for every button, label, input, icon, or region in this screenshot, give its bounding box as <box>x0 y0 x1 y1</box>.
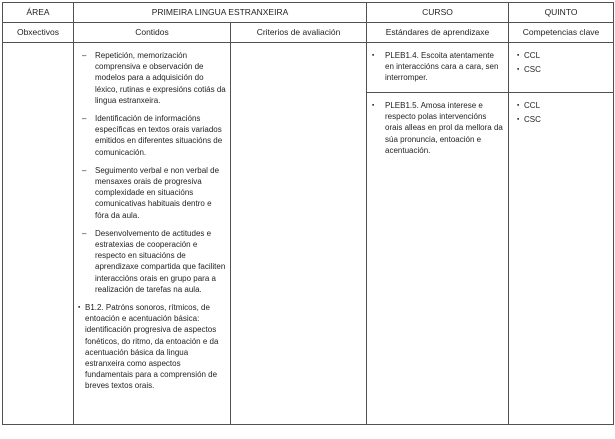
column-header-obxectivos: Obxectivos <box>3 23 74 43</box>
contidos-item <box>82 165 226 221</box>
competencia-item <box>517 114 609 125</box>
competencia-item-text: CSC <box>524 65 541 75</box>
contidos-item-text: Identificación de informacións específicas en textos orais variados emitidos en diferentes situacións de comunicación. <box>95 114 223 157</box>
dash-bullet-icon: – <box>82 51 87 60</box>
header-curso-value: QUINTO <box>509 3 614 23</box>
dash-bullet-icon: – <box>82 114 87 124</box>
contidos-cell <box>74 43 231 425</box>
contidos-list <box>78 50 226 392</box>
competencia-item <box>517 64 609 75</box>
estandar-item <box>372 50 503 84</box>
square-bullet-icon: ▪ <box>372 102 375 109</box>
dash-bullet-icon: – <box>82 228 87 238</box>
estandar-cell-pleb1-5 <box>367 93 509 425</box>
competencias-cell-pleb1-5 <box>509 93 614 425</box>
square-bullet-icon: ▪ <box>517 52 520 59</box>
square-bullet-icon: ▪ <box>517 102 520 109</box>
header-row-area <box>3 3 614 23</box>
column-header-estandares: Estándares de aprendizaxe <box>367 23 509 43</box>
contidos-item <box>78 302 226 392</box>
contidos-item <box>82 113 226 158</box>
header-row-columns <box>3 23 614 43</box>
square-bullet-icon: ▪ <box>372 52 375 59</box>
contidos-item <box>82 50 226 106</box>
competencia-item-text: CSC <box>524 115 541 125</box>
column-header-contidos: Contidos <box>74 23 231 43</box>
estandar-item <box>372 100 503 156</box>
contidos-item-text: Desenvolvemento de actitudes e estratexias de cooperación e respecto en situacións de aprendizaxe compartida que faciliten interaccións orais en grupo para a realización de tarefas na aula. <box>95 228 226 294</box>
column-header-competencias: Competencias clave <box>509 23 614 43</box>
estandar-text: PLEB1.4. Escoita atentamente en interaccións cara a cara, sen interromper. <box>385 51 499 83</box>
estandar-text: PLEB1.5. Amosa interese e respecto polas intervencións orais alleas en prol da mellora da súa pronuncia, entoación e acentuación. <box>385 101 503 155</box>
contidos-item <box>82 228 226 295</box>
competencia-item <box>517 100 609 111</box>
header-curso-label: CURSO <box>367 3 509 23</box>
competencias-list <box>517 50 609 75</box>
estandar-cell-pleb1-4 <box>367 43 509 93</box>
competencias-cell-pleb1-4 <box>509 43 614 93</box>
header-area-value: PRIMEIRA LINGUA ESTRANXEIRA <box>74 3 367 23</box>
contidos-item-text: Repetición, memorización comprensiva e observación de modelos para a adquisición do léxico, rutinas e expresións cotiás da lingua estranxeira. <box>95 51 226 105</box>
table-row <box>3 43 614 93</box>
square-bullet-icon: ▪ <box>78 304 81 312</box>
square-bullet-icon: ▪ <box>517 66 520 74</box>
competencias-list <box>517 100 609 125</box>
obxectivos-cell <box>3 43 74 425</box>
criterios-cell <box>231 43 367 425</box>
competencia-item <box>517 50 609 61</box>
column-header-criterios: Criterios de avaliación <box>231 23 367 43</box>
contidos-item-text: Seguimento verbal e non verbal de mensaxes orais de progresiva complexidade en situacións comunicativas habituais dentro e fóra da aula. <box>95 165 220 220</box>
header-area-label: ÁREA <box>3 3 74 23</box>
competencia-item-text: CCL <box>524 101 541 110</box>
contidos-item-text: B1.2. Patróns sonoros, rítmicos, de entoación e acentuación básica: identificación progresiva de aspectos fonéticos, do ritmo, da entoación e da acentuación básica da lingua estranxeira como aspectos fundamentais para a comprensión de breves textos orais. <box>85 303 219 391</box>
square-bullet-icon: ▪ <box>517 116 520 124</box>
competencia-item-text: CCL <box>524 51 541 60</box>
curriculum-table <box>2 2 614 425</box>
dash-bullet-icon: – <box>82 165 87 175</box>
